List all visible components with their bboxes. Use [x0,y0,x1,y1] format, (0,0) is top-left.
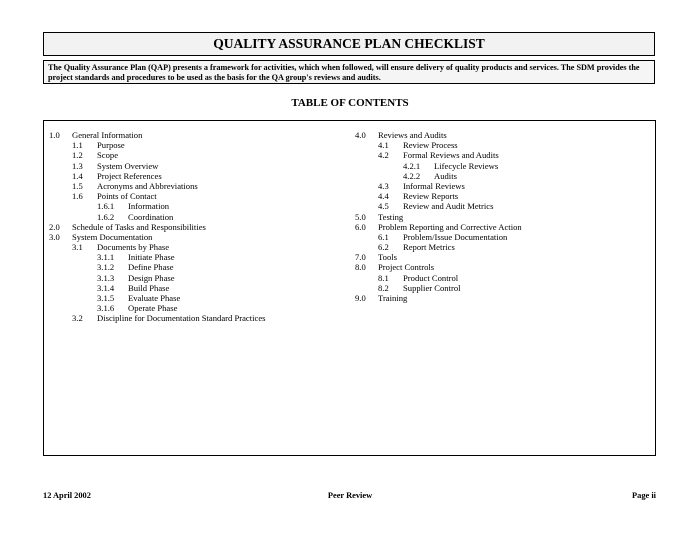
toc-entry [355,242,650,252]
toc-entry-title: Project References [97,170,162,181]
toc-entry-title: Build Phase [128,282,170,293]
toc-left-column [49,130,349,324]
toc-entry [355,283,650,293]
toc-entry-title: Supplier Control [403,282,461,293]
footer-center: Peer Review [327,491,373,500]
toc-entry-title: Design Phase [128,272,175,283]
toc-entry-number: 1.4 [72,170,83,181]
toc-entry-number: 1.1 [72,140,83,151]
toc-entry-number: 4.5 [378,201,389,212]
toc-entry-number: 9.0 [355,293,366,303]
toc-entry [355,293,650,303]
toc-entry [49,232,349,242]
toc-entry [49,191,349,201]
toc-entry-number: 8.2 [378,282,389,293]
toc-entry [49,303,349,313]
toc-entry-title: Product Control [403,272,459,283]
toc-entry [355,161,650,171]
toc-entry-number: 7.0 [355,252,366,263]
toc-heading: TABLE OF CONTENTS [291,97,409,109]
toc-entry-title: Lifecycle Reviews [434,160,499,171]
toc-entry [49,252,349,262]
toc-entry-number: 1.2 [72,150,83,161]
toc-entry-number: 8.0 [355,262,366,273]
toc-entry-number: 3.2 [72,313,83,324]
toc-entry-title: Information [128,201,170,212]
toc-entry-title: Project Controls [378,262,435,273]
toc-entry [49,283,349,293]
toc-entry-title: Define Phase [128,262,174,273]
toc-entry-title: Reviews and Audits [378,130,447,140]
toc-entry-number: 4.4 [378,191,389,202]
toc-entry-title: Initiate Phase [128,252,175,263]
toc-entry [49,262,349,272]
toc-entry-number: 3.1 [72,242,83,253]
toc-entry-title: System Documentation [72,231,153,242]
toc-entry-title: General Information [72,130,143,140]
intro-text: The Quality Assurance Plan (QAP) presents a framework for activities, which when followed, will ensure delivery of quality products and services. The SDM provides the project standards and procedures to be used as the basis for the QA group's reviews and audits. [48,63,640,82]
toc-entry [355,191,650,201]
document-title: QUALITY ASSURANCE PLAN CHECKLIST [213,36,485,51]
toc-entry-number: 3.1.4 [97,282,115,293]
toc-entry [49,201,349,211]
toc-entry [355,201,650,211]
document-title-box [43,32,655,56]
toc-entry [49,313,349,323]
toc-entry-title: System Overview [97,160,159,171]
toc-entry-number: 6.0 [355,221,366,232]
toc-entry-title: Operate Phase [128,303,178,314]
toc-entry-title: Scope [97,150,119,161]
toc-entry-title: Evaluate Phase [128,293,181,303]
toc-entry-title: Purpose [97,140,125,151]
toc-entry-title: Informal Reviews [403,180,465,191]
toc-entry-title: Review Process [403,140,458,151]
toc-entry-number: 4.2.2 [403,170,421,181]
toc-entry [49,293,349,303]
toc-entry-number: 3.0 [49,231,60,242]
toc-entry [49,171,349,181]
toc-entry-number: 3.1.2 [97,262,115,273]
toc-entry-title: Audits [434,170,457,181]
toc-entry [355,212,650,222]
toc-entry-number: 2.0 [49,221,60,232]
toc-entry [49,140,349,150]
toc-entry-number: 3.1.3 [97,272,115,283]
toc-entry-number: 4.1 [378,140,389,151]
toc-entry-title: Training [378,293,408,303]
toc-box [43,120,656,456]
toc-entry-title: Formal Reviews and Audits [403,150,499,161]
toc-entry [49,150,349,160]
toc-entry-number: 1.6.2 [97,211,115,222]
toc-entry [49,212,349,222]
intro-box [43,60,655,84]
toc-entry-title: Tools [378,252,397,263]
toc-entry [355,130,650,140]
toc-entry-title: Review Reports [403,191,459,202]
toc-entry [355,222,650,232]
toc-entry-title: Report Metrics [403,242,455,253]
toc-entry-number: 5.0 [355,211,366,222]
toc-entry-title: Schedule of Tasks and Responsibilities [72,221,206,232]
toc-entry [355,252,650,262]
toc-entry-number: 3.1.1 [97,252,115,263]
toc-entry-number: 1.5 [72,180,83,191]
footer-page-number: Page ii [632,491,656,500]
toc-entry-number: 1.0 [49,130,60,140]
toc-entry [355,171,650,181]
toc-entry-number: 4.0 [355,130,366,140]
toc-entry-number: 4.2.1 [403,160,421,171]
toc-entry [49,161,349,171]
toc-entry-title: Points of Contact [97,191,157,202]
toc-entry-number: 4.3 [378,180,389,191]
toc-entry-title: Acronyms and Abbreviations [97,180,198,191]
toc-entry [49,242,349,252]
toc-entry-number: 1.6 [72,191,83,202]
toc-entry-title: Problem Reporting and Corrective Action [378,221,522,232]
toc-entry-number: 8.1 [378,272,389,283]
toc-entry-title: Documents by Phase [97,242,170,253]
footer-date: 12 April 2002 [43,491,91,500]
toc-entry-title: Coordination [128,211,174,222]
toc-entry [355,181,650,191]
toc-entry [49,181,349,191]
toc-entry [49,273,349,283]
toc-entry-title: Testing [378,211,404,222]
toc-entry [355,273,650,283]
toc-entry-number: 3.1.5 [97,293,115,303]
toc-entry-number: 3.1.6 [97,303,115,314]
toc-entry-title: Problem/Issue Documentation [403,231,508,242]
toc-entry [355,150,650,160]
toc-entry-number: 1.3 [72,160,83,171]
toc-entry-number: 1.6.1 [97,201,115,212]
toc-entry [49,130,349,140]
toc-entry-number: 6.1 [378,231,389,242]
toc-entry-number: 4.2 [378,150,389,161]
toc-entry [49,222,349,232]
toc-entry-title: Review and Audit Metrics [403,201,494,212]
toc-right-column [355,130,650,303]
toc-entry-number: 6.2 [378,242,389,253]
toc-entry [355,262,650,272]
toc-entry-title: Discipline for Documentation Standard Practices [97,313,266,324]
toc-entry [355,232,650,242]
toc-entry [355,140,650,150]
